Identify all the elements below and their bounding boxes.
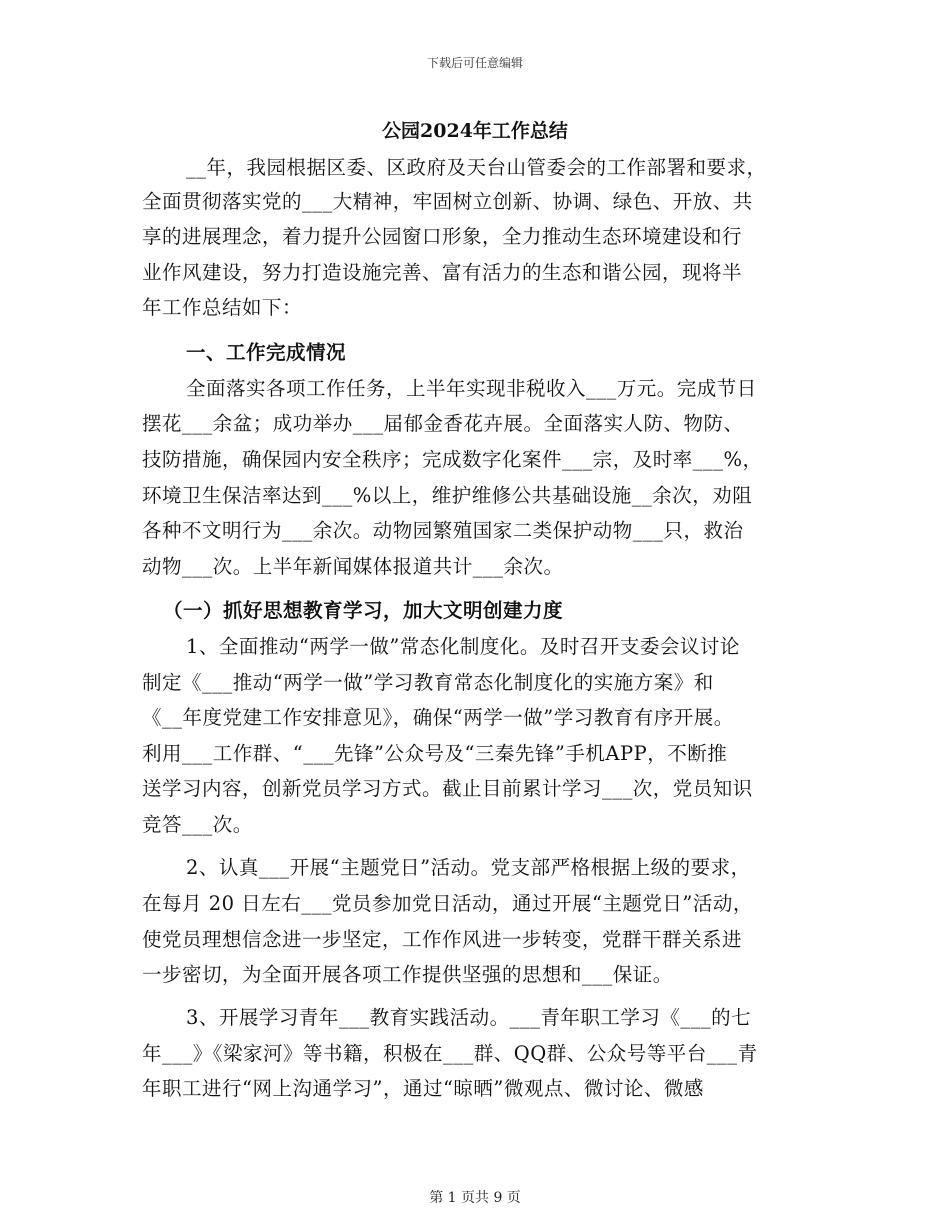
- body-line: 1、全面推动“两学一做”常态化制度化。及时召开支委会议讨论: [186, 635, 740, 658]
- body-line: 使党员理想信念进一步坚定，工作作风进一步转变，党群干群关系进: [142, 928, 743, 951]
- body-line: 2、认真___开展“主题党日”活动。党支部严格根据上级的要求，: [186, 856, 751, 879]
- page-footer: 第 1 页共 9 页: [429, 1190, 521, 1206]
- body-line: 技防措施，确保园内安全秩序；完成数字化案件___宗，及时率___%，: [142, 448, 763, 471]
- body-line: 业作风建设，努力打造设施完善、富有活力的生态和谐公园，现将半: [142, 261, 743, 284]
- section-heading: （一）抓好思想教育学习，加大文明创建力度: [163, 599, 564, 622]
- body-line: 摆花___余盆；成功举办___届郁金香花卉展。全面落实人防、物防、: [142, 412, 744, 435]
- document-title: 公园2024年工作总结: [382, 120, 568, 142]
- body-line: 在每月 20 日左右___党员参加党日活动，通过开展“主题党日”活动，: [142, 892, 753, 915]
- body-line: 制定《___推动“两学一做”学习教育常态化制度化的实施方案》和: [142, 671, 714, 694]
- body-line: 竞答___次。: [142, 813, 253, 836]
- body-line: 全面落实各项工作任务，上半年实现非税收入___万元。完成节日: [186, 377, 757, 400]
- section-heading: 一、工作完成情况: [186, 341, 347, 364]
- body-line: 3、开展学习青年___教育实践活动。___青年职工学习《___的七: [186, 1006, 752, 1029]
- body-line: 一步密切，为全面开展各项工作提供坚强的思想和___保证。: [142, 963, 673, 986]
- body-line: 《__年度党建工作安排意见》，确保“两学一做”学习教育有序开展。: [142, 706, 734, 729]
- body-line: 送学习内容，创新党员学习方式。截止目前累计学习___次，党员知识: [142, 777, 753, 800]
- body-line: 利用___工作群、“___先锋”公众号及“三秦先锋”手机APP，不断推: [142, 742, 728, 765]
- body-line: 动物___次。上半年新闻媒体报道共计___余次。: [142, 555, 564, 578]
- body-line: 全面贯彻落实党的___大精神，牢固树立创新、协调、绿色、开放、共: [142, 190, 753, 213]
- body-line: 年工作总结如下：: [142, 296, 303, 319]
- body-line: 年职工进行“网上沟通学习”，通过“晾晒”微观点、微讨论、微感: [142, 1077, 704, 1100]
- body-line: 享的进展理念，着力提升公园窗口形象，全力推动生态环境建设和行: [142, 225, 743, 248]
- body-line: 环境卫生保洁率达到___%以上，维护维修公共基础设施__余次，劝阻: [142, 484, 753, 507]
- body-line: 年___》《梁家河》等书籍，积极在___群、QQ群、公众号等平台___青: [142, 1042, 758, 1065]
- body-line: 各种不文明行为___余次。动物园繁殖国家二类保护动物___只，救治: [142, 519, 744, 542]
- body-line: __年，我园根据区委、区政府及天台山管委会的工作部署和要求，: [186, 156, 767, 179]
- header-note: 下载后可任意编辑: [426, 56, 523, 70]
